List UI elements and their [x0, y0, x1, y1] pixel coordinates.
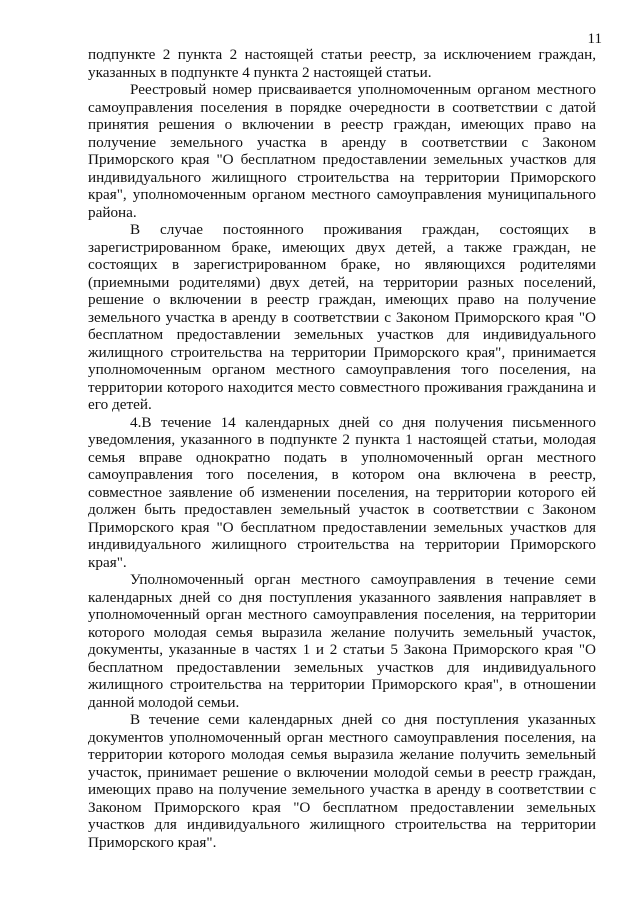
paragraph-registry-number: Реестровый номер присваивается уполномоченным органом местного самоуправления поселения в порядке очередности в соответствии с датой принятия решения о включении в реестр граждан, имеющих право на получение земельного участка в аренду в соответствии с Законом Приморского края "О бесплатном предоставлении земельных участков для индивидуального жилищного строительства на территории Приморского края", уполномоченным органом местного самоуправления муниципального района. [88, 81, 596, 221]
paragraph-item-4: 4.В течение 14 календарных дней со дня получения письменного уведомления, указанного в подпункте 2 пункта 1 настоящей статьи, молодая семья вправе однократно подать в уполномоченный орган местного самоуправления того поселения, в котором она включена в реестр, совместное заявление об изменении поселения, на территории которого ей должен быть предоставлен земельный участок в соответствии с Законом Приморского края "О бесплатном предоставлении земельных участков для индивидуального жилищного строительства на территории Приморского края". [88, 413, 596, 571]
document-body [88, 46, 596, 851]
paragraph-continuation: подпункте 2 пункта 2 настоящей статьи реестр, за исключением граждан, указанных в подпункте 4 пункта 2 настоящей статьи. [88, 46, 596, 81]
paragraph-different-settlements: В случае постоянного проживания граждан, состоящих в зарегистрированном браке, имеющих двух детей, а также граждан, не состоящих в зарегистрированном браке, но являющихся родителями (приемными родителями) двух детей, на территории разных поселений, решение о включении в реестр граждан, имеющих право на получение земельного участка в аренду в соответствии с Законом Приморского края "О бесплатном предоставлении земельных участков для индивидуального жилищного строительства на территории Приморского края", принимается уполномоченным органом местного самоуправления того поселения, на территории которого находится место совместного проживания гражданина и его детей. [88, 221, 596, 413]
paragraph-authority-action: Уполномоченный орган местного самоуправления в течение семи календарных дней со дня поступления указанного заявления направляет в уполномоченный орган местного самоуправления поселения, на территории которого молодая семья выразила желание получить земельный участок, документы, указанные в частях 1 и 2 статьи 5 Закона Приморского края "О бесплатном предоставлении земельных участков для индивидуального жилищного строительства на территории Приморского края", в отношении данной молодой семьи. [88, 571, 596, 711]
paragraph-decision: В течение семи календарных дней со дня поступления указанных документов уполномоченный орган местного самоуправления поселения, на территории которого молодая семья выразила желание получить земельный участок, принимает решение о включении молодой семьи в реестр граждан, имеющих право на получение земельного участка в аренду в соответствии с Законом Приморского края "О бесплатном предоставлении земельных участков для индивидуального жилищного строительства на территории Приморского края". [88, 711, 596, 851]
page-number: 11 [587, 31, 602, 47]
